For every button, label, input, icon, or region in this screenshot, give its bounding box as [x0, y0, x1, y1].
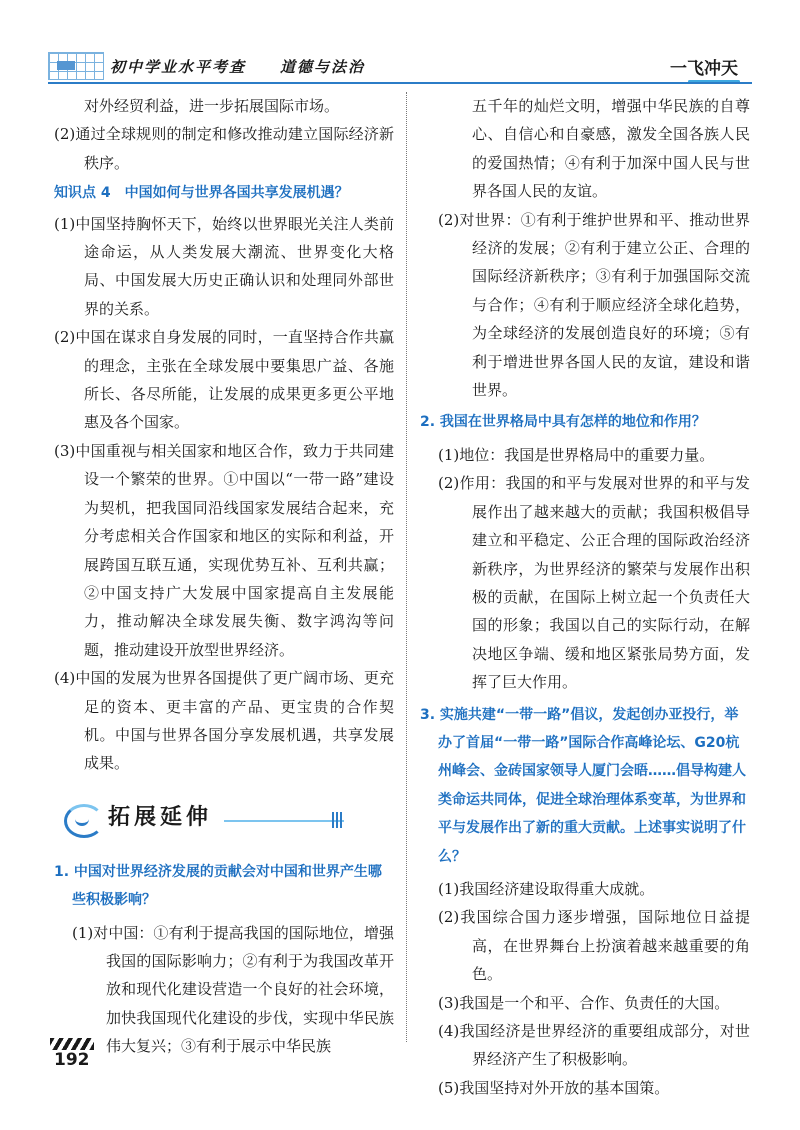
question-3: 3. 实施共建“一带一路”倡议，发起创办亚投行，举办了首届“一带一路”国际合作高峰论坛、G20杭州峰会、金砖国家领导人厦门会晤……倡导构建人类命运共同体，促进全球治理体系变革，为世界和平与发展作出了新的重大贡献。上述事实说明了什么？ — [420, 706, 746, 865]
header-grid-decoration — [48, 52, 104, 80]
subject-title: 道德与法治 — [280, 58, 366, 76]
right-column — [420, 92, 750, 1102]
column-divider — [406, 92, 407, 1042]
left-column — [54, 92, 394, 1061]
question-1-answer-1-continuation: 五千年的灿烂文明，增强中华民族的自尊心、自信心和自豪感，激发全国各族人民的爱国热情；④有利于加深中国人民与世界各国人民的友谊。 — [472, 97, 750, 201]
header-rule — [48, 82, 752, 84]
page-header — [48, 50, 752, 84]
swirl-icon — [64, 804, 104, 838]
question-3-answer-3: (3)我国是一个和平、合作、负责任的大国。 — [438, 993, 730, 1012]
question-2-answer-2: (2)作用：我国的和平与发展对世界的和平与发展作出了越来越大的贡献；我国积极倡导建立和平稳定、公正合理的国际政治经济新秩序，为世界经济的繁荣与发展作出积极的贡献，在国际上树立起一个负责任大国的形象；我国以自己的实际行动，在解决地区争端、缓和地区紧张局势方面，发挥了巨大作用。 — [438, 474, 750, 692]
paragraph-continuation: 对外经贸利益，进一步拓展国际市场。 — [84, 97, 340, 115]
knowledge-point-4-heading: 知识点 4 中国如何与世界各国共享发展机遇？ — [54, 185, 349, 202]
question-3-answer-2: (2)我国综合国力逐步增强，国际地位日益提高，在世界舞台上扮演着越来越重要的角色。 — [438, 908, 750, 984]
question-3-answer-1: (1)我国经济建设取得重大成就。 — [438, 879, 655, 898]
question-1: 1. 中国对世界经济发展的贡献会对中国和世界产生哪些积极影响？ — [54, 863, 382, 909]
question-1-answer-1: (1)对中国：①有利于提高我国的国际地位，增强我国的国际影响力；②有利于为我国改革开放和现代化建设营造一个良好的社会环境，加快我国现代化建设的步伐，实现中华民族伟大复兴；③有利于展示中华民族 — [72, 923, 394, 1056]
series-title: 初中学业水平考查 — [110, 58, 247, 76]
kp4-item-1: (1)中国坚持胸怀天下，始终以世界眼光关注人类前途命运，从人类发展大潮流、世界变化大格局、中国发展大历史正确认识和处理同外部世界的关系。 — [54, 214, 394, 318]
question-1-answer-2: (2)对世界：①有利于维护世界和平、推动世界经济的发展；②有利于建立公正、合理的国际经济新秩序；③有利于加强国际交流与合作；④有利于顺应经济全球化趋势，为全球经济的发展创造良好的环境；⑤有利于增进世界各国人民的友谊，建设和谐世界。 — [438, 210, 750, 400]
paragraph-item-2: (2)通过全球规则的制定和修改推动建立国际经济新秩序。 — [54, 125, 394, 172]
question-3-answer-5: (5)我国坚持对外开放的基本国策。 — [438, 1078, 670, 1097]
question-2: 2. 我国在世界格局中具有怎样的地位和作用？ — [420, 414, 706, 431]
banner-decoration — [224, 820, 344, 822]
kp4-item-3: (3)中国重视与相关国家和地区合作，致力于共同建设一个繁荣的世界。①中国以“一带一路”建设为契机，把我国同沿线国家发展结合起来，充分考虑相关合作国家和地区的实际和利益，开展跨国互联互通，实现优势互补、互利共赢；②中国支持广大发展中国家提高自主发展能力，推动解决全球发展失衡、数字鸿沟等问题，推动建设开放型世界经济。 — [54, 441, 394, 659]
page-number: 192 — [54, 1050, 90, 1070]
question-2-answer-1: (1)地位：我国是世界格局中的重要力量。 — [438, 445, 715, 464]
question-3-answer-4: (4)我国经济是世界经济的重要组成部分，对世界经济产生了积极影响。 — [438, 1022, 750, 1069]
kp4-item-4: (4)中国的发展为世界各国提供了更广阔市场、更充足的资本、更丰富的产品、更宝贵的合作契机。中国与世界各国分享发展机遇，共享发展成果。 — [54, 669, 394, 773]
brand-logo: 一飞冲天 — [670, 54, 738, 79]
stripes-decoration — [50, 1038, 94, 1050]
section-title: 拓展延伸 — [108, 804, 213, 830]
kp4-item-2: (2)中国在谋求自身发展的同时，一直坚持合作共赢的理念，主张在全球发展中要集思广益、各施所长、各尽所能，让发展的成果更多更公平地惠及各个国家。 — [54, 328, 394, 432]
section-banner-extension — [64, 800, 394, 840]
page-number-badge — [50, 1038, 94, 1078]
